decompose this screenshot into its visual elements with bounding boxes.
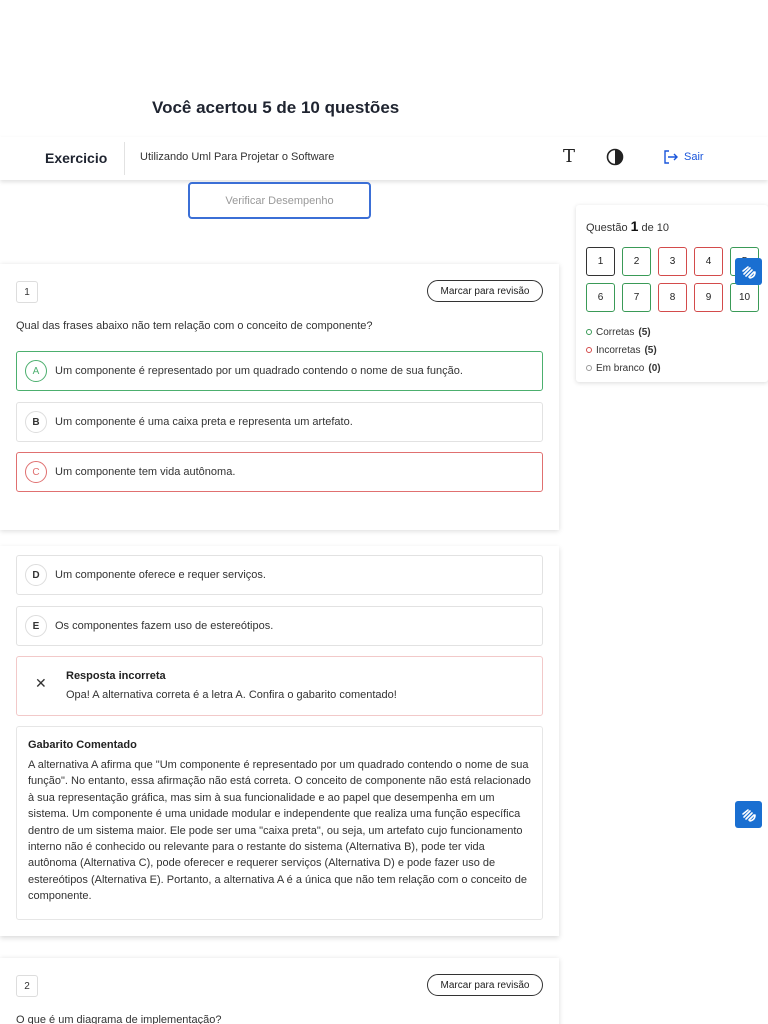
- question-text: Qual das frases abaixo não tem relação com o conceito de componente?: [16, 320, 373, 332]
- option-letter: A: [25, 360, 47, 382]
- question-card-2: [0, 958, 559, 1024]
- legend-incorrect: [586, 341, 661, 359]
- legend-blank-count: (0): [648, 362, 661, 374]
- option-letter: B: [25, 411, 47, 433]
- option-letter: E: [25, 615, 47, 637]
- question-nav-item[interactable]: 4: [694, 247, 723, 276]
- divider: [124, 142, 125, 175]
- navigator-prefix: Questão: [586, 222, 628, 234]
- navigator-legend: [586, 323, 661, 377]
- exit-icon: [663, 150, 679, 164]
- legend-blank-label: Em branco: [596, 362, 645, 374]
- question-nav-item[interactable]: 2: [622, 247, 651, 276]
- explanation-title: Gabarito Comentado: [28, 739, 137, 751]
- legend-incorrect-label: Incorretas: [596, 344, 641, 356]
- mark-for-review-button[interactable]: Marcar para revisão: [427, 974, 543, 996]
- sign-language-icon: [740, 263, 758, 281]
- option-text: Um componente é uma caixa preta e representa um artefato.: [55, 416, 353, 428]
- brand-title: Exercicio: [45, 150, 108, 166]
- navigator-current: 1: [630, 218, 639, 234]
- option-text: Um componente oferece e requer serviços.: [55, 569, 266, 581]
- exit-label: Sair: [684, 151, 704, 163]
- question-nav-item[interactable]: 9: [694, 283, 723, 312]
- legend-correct: [586, 323, 661, 341]
- question-nav-item[interactable]: 8: [658, 283, 687, 312]
- option-text: Os componentes fazem uso de estereótipos.: [55, 620, 274, 632]
- mark-for-review-button[interactable]: Marcar para revisão: [427, 280, 543, 302]
- contrast-button[interactable]: [606, 148, 624, 166]
- contrast-icon: [606, 148, 624, 166]
- option-text: Um componente tem vida autônoma.: [55, 466, 236, 478]
- option-b[interactable]: [16, 402, 543, 442]
- answer-explanation: [16, 726, 543, 920]
- legend-correct-count: (5): [638, 326, 651, 338]
- option-letter: C: [25, 461, 47, 483]
- option-a[interactable]: [16, 351, 543, 391]
- question-nav-item[interactable]: 10: [730, 283, 759, 312]
- sign-language-button[interactable]: [735, 258, 762, 285]
- font-size-button[interactable]: T: [562, 146, 575, 167]
- legend-incorrect-count: (5): [644, 344, 657, 356]
- sign-language-button-lower[interactable]: [735, 801, 762, 828]
- question-nav-item[interactable]: 1: [586, 247, 615, 276]
- result-title: Você acertou 5 de 10 questões: [152, 98, 400, 117]
- close-icon: ✕: [35, 675, 47, 691]
- navigator-suffix: de 10: [641, 222, 670, 234]
- question-nav-item[interactable]: 3: [658, 247, 687, 276]
- navigator-title: [586, 218, 669, 234]
- legend-correct-label: Corretas: [596, 326, 635, 338]
- top-bar: [0, 137, 768, 180]
- option-letter: D: [25, 564, 47, 586]
- question-card-1-continued: [0, 546, 559, 936]
- exit-button[interactable]: [663, 150, 704, 164]
- question-nav-item[interactable]: 7: [622, 283, 651, 312]
- question-nav-item[interactable]: 6: [586, 283, 615, 312]
- blank-dot-icon: [586, 365, 592, 371]
- verify-performance-button[interactable]: Verificar Desempenho: [188, 182, 371, 219]
- incorrect-dot-icon: [586, 347, 592, 353]
- option-c[interactable]: [16, 452, 543, 492]
- feedback-text: Opa! A alternativa correta é a letra A. Confira o gabarito comentado!: [66, 689, 397, 701]
- question-number: 2: [16, 975, 38, 997]
- explanation-text: A alternativa A afirma que "Um componente é representado por um quadrado contendo o nome de sua função". No entanto, essa afirmação não está correta. O conceito de componente não está relacionado à sua representação gráfica, mas sim à sua funcionalidade e ao papel que desempenha em um sistema. Um componente é uma unidade modular e independente que realiza uma função específica dentro de um sistema maior. Ele pode ser uma "caixa preta", ou seja, um artefato cujo funcionamento interno não é conhecido ou relevante para o restante do sistema (Alternativa B), pode ter vida autônoma (Alternativa C), pode oferecer e requerer serviços (Alternativa D) e pode fazer uso de estereótipos (Alternativa E). Portanto, a alternativa A é a única que não tem relação com o conceito de componente.: [28, 759, 531, 903]
- legend-blank: [586, 359, 661, 377]
- sign-language-icon: [740, 806, 758, 824]
- option-text: Um componente é representado por um quadrado contendo o nome de sua função.: [55, 365, 463, 377]
- question-card-1: [0, 264, 559, 530]
- question-navigator: [576, 205, 768, 382]
- question-number: 1: [16, 281, 38, 303]
- course-title: Utilizando Uml Para Projetar o Software: [140, 151, 335, 163]
- option-d[interactable]: [16, 555, 543, 595]
- question-text: O que é um diagrama de implementação?: [16, 1014, 222, 1024]
- feedback-title: Resposta incorreta: [66, 670, 166, 682]
- option-e[interactable]: [16, 606, 543, 646]
- correct-dot-icon: [586, 329, 592, 335]
- answer-feedback: [16, 656, 543, 716]
